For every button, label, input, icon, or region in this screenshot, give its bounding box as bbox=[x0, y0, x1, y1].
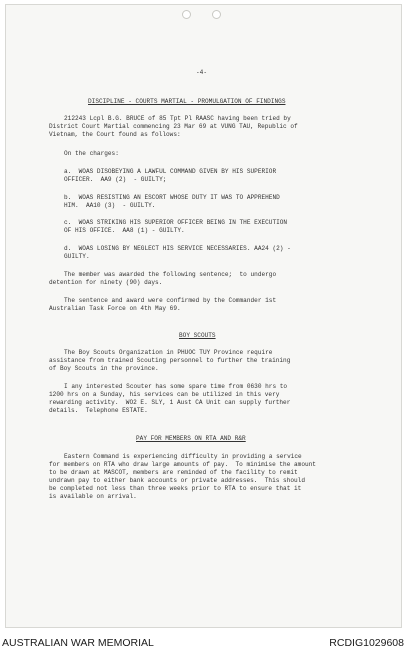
confirmation-line: Australian Task Force on 4th May 69. bbox=[49, 305, 181, 312]
pay-paragraph-line: Eastern Command is experiencing difficulty in providing a service bbox=[64, 453, 302, 460]
discipline-intro-line: Vietnam, the Court found as follows: bbox=[49, 131, 181, 138]
scouts-paragraph-line: I any interested Scouter has some spare time from 0630 hrs to bbox=[64, 383, 288, 390]
charge-line: HIM. AA10 (3) - GUILTY. bbox=[64, 202, 156, 209]
punch-hole bbox=[182, 10, 191, 19]
charge-line: GUILTY. bbox=[64, 253, 90, 260]
sentence-line: The member was awarded the following sentence; to undergo bbox=[64, 271, 277, 278]
scouts-paragraph-line: rewarding activity. WO2 E. SLY, 1 Aust CA Unit can supply further bbox=[49, 399, 291, 406]
pay-paragraph-line: is available on arrival. bbox=[49, 493, 137, 500]
pay-paragraph-line: to be drawn at MASCOT, members are reminded of the facility to remit bbox=[49, 469, 298, 476]
discipline-intro-line: 212243 Lcpl B.G. BRUCE of 85 Tpt Pl RAASC having been tried by bbox=[64, 115, 291, 122]
charge-line: OF HIS OFFICE. AA8 (1) - GUILTY. bbox=[64, 227, 185, 234]
discipline-intro-line: District Court Martial commencing 23 Mar 69 at VUNG TAU, Republic of bbox=[49, 123, 298, 130]
pay-paragraph-line: undrawn pay to either bank accounts or private addresses. This should bbox=[49, 477, 305, 484]
scouts-paragraph-line: details. Telephone ESTATE. bbox=[49, 407, 148, 414]
charges-label: On the charges: bbox=[64, 150, 119, 157]
section-heading-discipline: DISCIPLINE - COURTS MARTIAL - PROMULGATION OF FINDINGS bbox=[88, 98, 286, 105]
scouts-paragraph-line: The Boy Scouts Organization in PHUOC TUY Province require bbox=[64, 349, 273, 356]
sentence-line: detention for ninety (90) days. bbox=[49, 279, 163, 286]
charge-line: b. WOAS RESISTING AN ESCORT WHOSE DUTY IT WAS TO APPREHEND bbox=[64, 194, 280, 201]
charge-line: a. WOAS DISOBEYING A LAWFUL COMMAND GIVEN BY HIS SUPERIOR bbox=[64, 168, 277, 175]
section-heading-boy-scouts: BOY SCOUTS bbox=[179, 332, 216, 339]
scouts-paragraph-line: 1200 hrs on a Sunday, his services can be utilized in this very bbox=[49, 391, 280, 398]
archive-footer bbox=[0, 628, 407, 654]
charge-line: OFFICER. AA9 (2) - GUILTY; bbox=[64, 176, 167, 183]
page-number: -4- bbox=[196, 69, 207, 76]
pay-paragraph-line: be completed not less than three weeks prior to RTA to ensure that it bbox=[49, 485, 302, 492]
pay-paragraph-line: for members on RTA who draw large amounts of pay. To minimise the amount bbox=[49, 461, 316, 468]
punch-hole bbox=[212, 10, 221, 19]
section-heading-pay: PAY FOR MEMBERS ON RTA AND R&R bbox=[136, 435, 246, 442]
confirmation-line: The sentence and award were confirmed by the Commander 1st bbox=[64, 297, 277, 304]
charge-line: c. WOAS STRIKING HIS SUPERIOR OFFICER BEING IN THE EXECUTION bbox=[64, 219, 288, 226]
footer-record-id: RCDIG1029608 bbox=[329, 637, 404, 649]
footer-archive-name: AUSTRALIAN WAR MEMORIAL bbox=[2, 637, 154, 649]
charge-line: d. WOAS LOSING BY NEGLECT HIS SERVICE NECESSARIES. AA24 (2) - bbox=[64, 245, 291, 252]
scouts-paragraph-line: of Boy Scouts in the province. bbox=[49, 365, 159, 372]
document-page bbox=[5, 4, 402, 628]
scouts-paragraph-line: assistance from trained Scouting personnel to further the training bbox=[49, 357, 291, 364]
